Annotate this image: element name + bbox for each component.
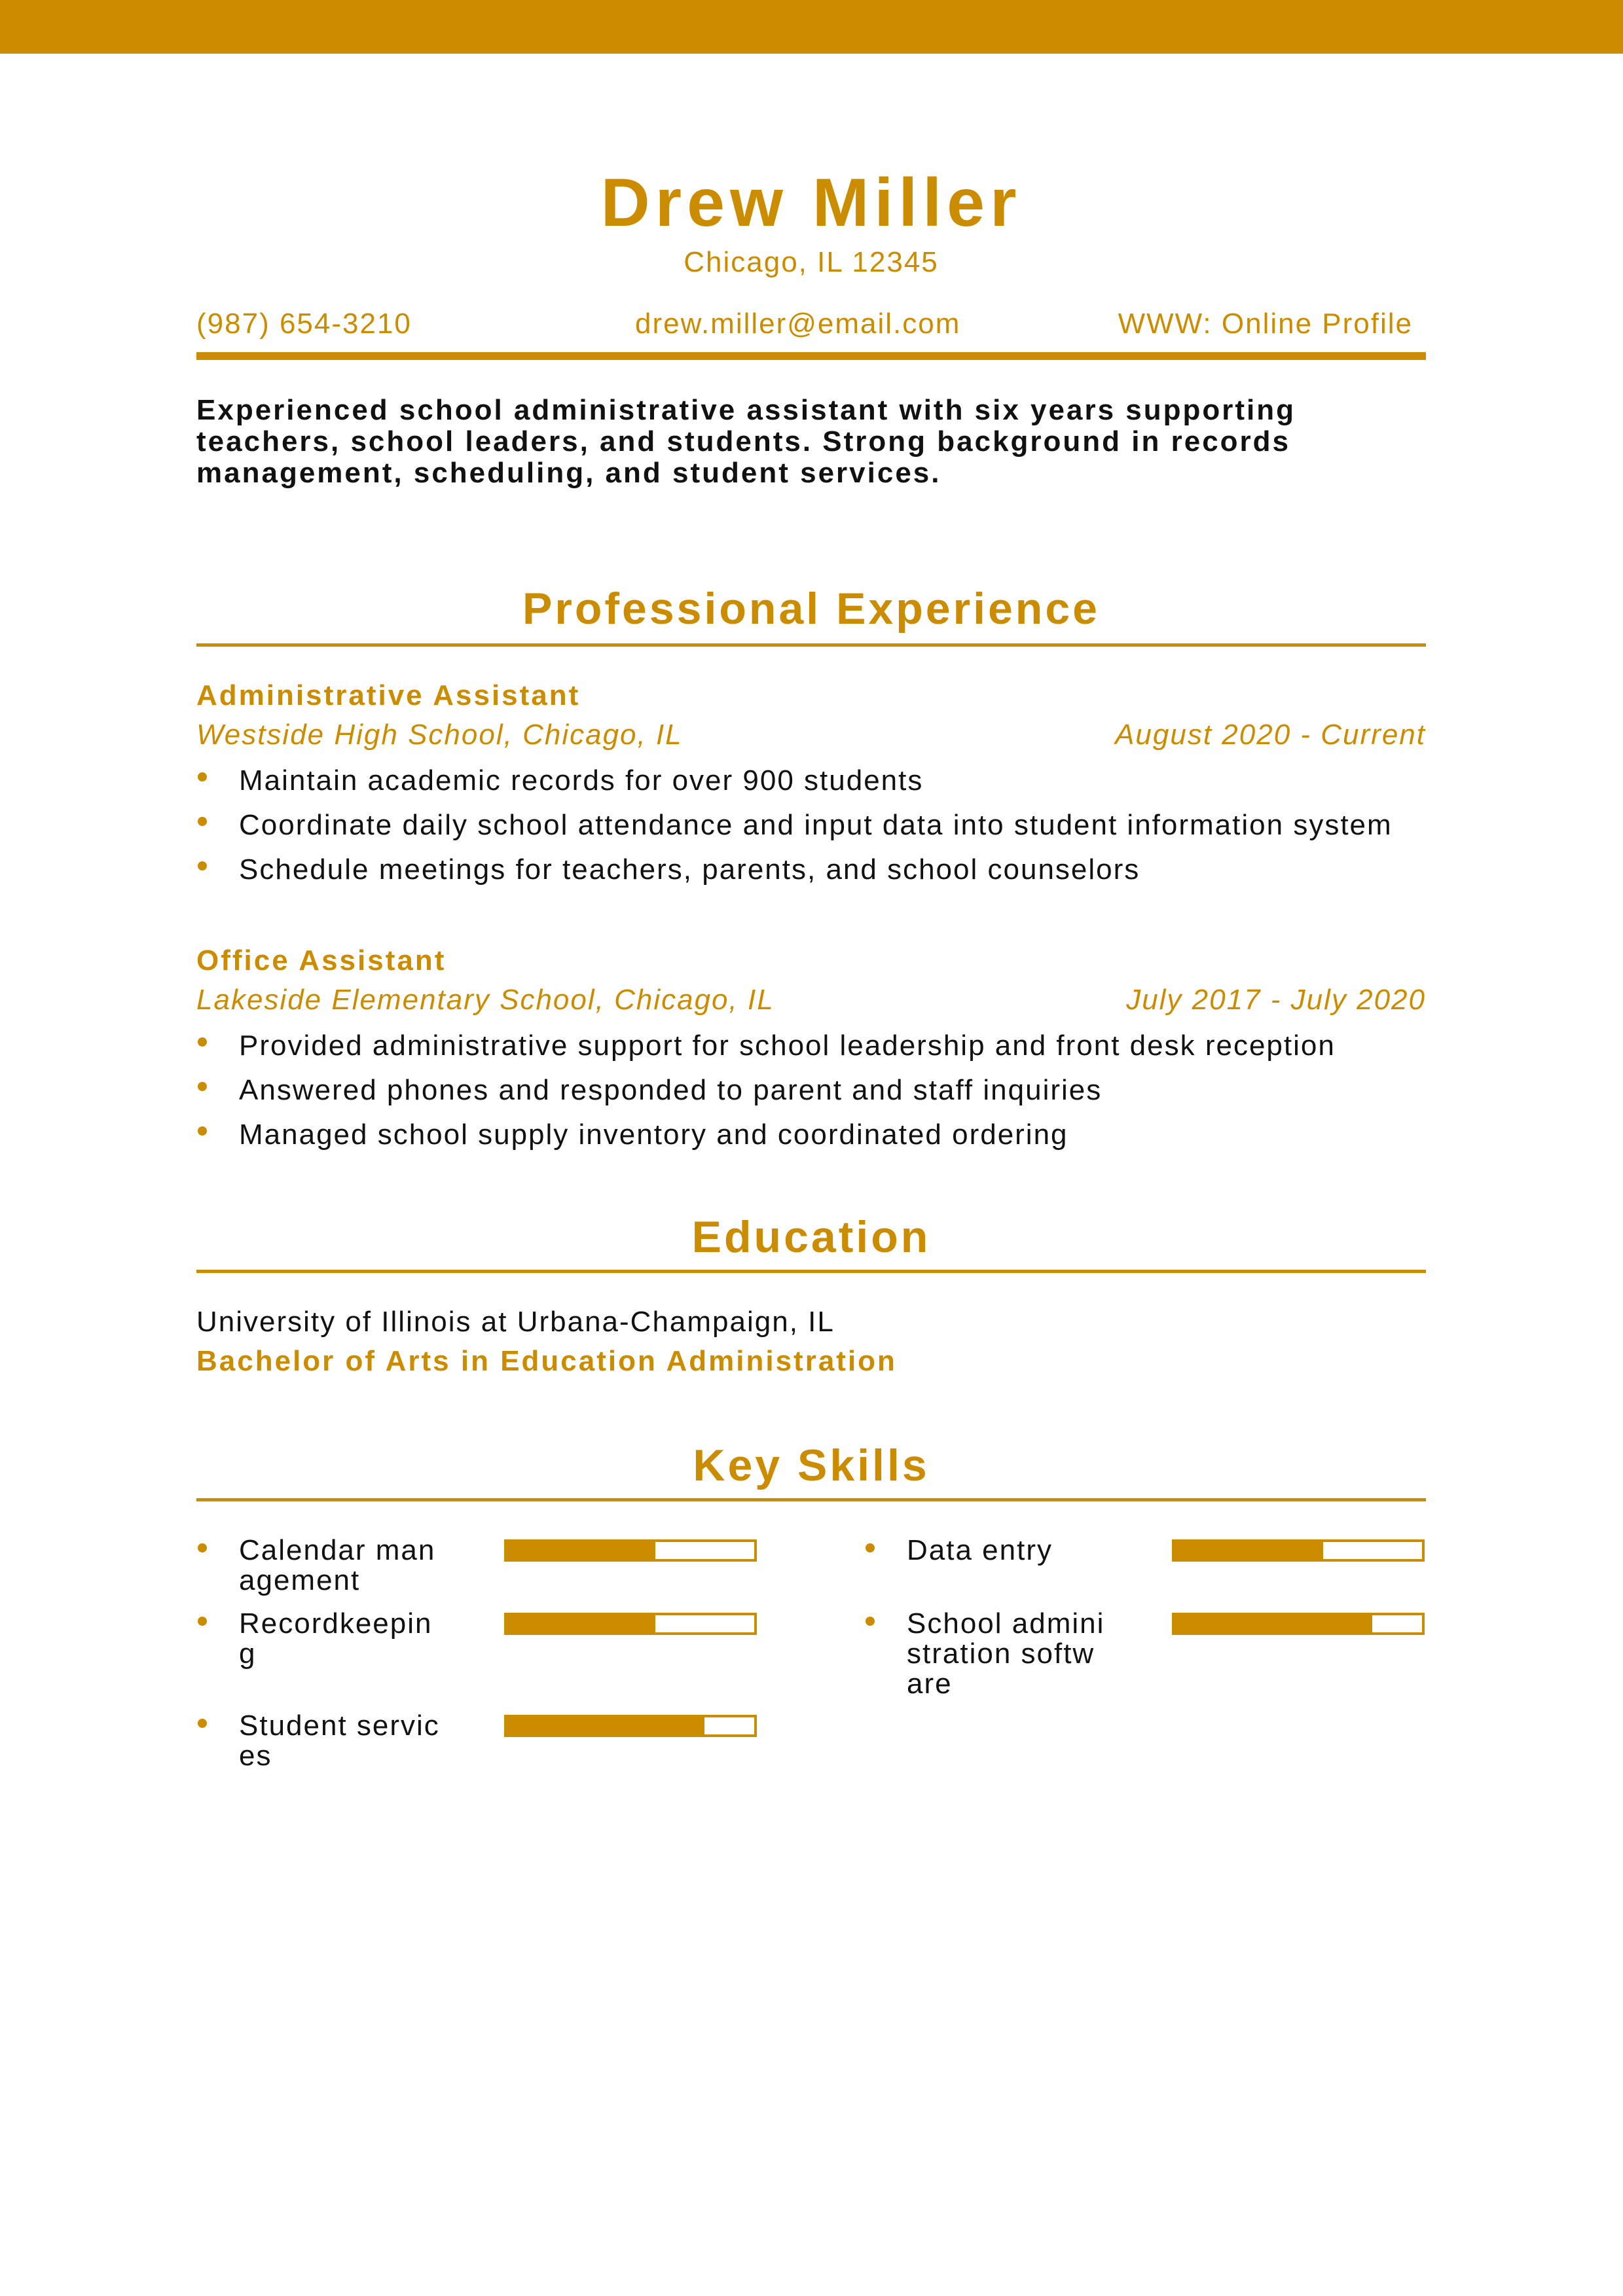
list-item: Answered phones and responded to parent and staff inquiries: [196, 1075, 1426, 1105]
education-divider: [196, 1270, 1426, 1273]
job-duties-list: [196, 1031, 1426, 1164]
job-organization: Westside High School, Chicago, IL: [196, 719, 683, 751]
skill-label: Recordkeeping: [239, 1607, 433, 1670]
bullet-icon: [198, 1719, 207, 1728]
skill-level-fill: [507, 1615, 655, 1632]
bullet-icon: [866, 1617, 875, 1626]
bullet-icon: [198, 1126, 207, 1136]
list-item: Managed school supply inventory and coordinated ordering: [196, 1120, 1426, 1150]
job-dates: July 2017 - July 2020: [1126, 984, 1426, 1016]
bullet-icon: [198, 1037, 207, 1047]
bullet-icon: [866, 1543, 875, 1552]
skill-level-fill: [507, 1542, 655, 1559]
list-item: Maintain academic records for over 900 students: [196, 766, 1426, 796]
bullet-icon: [198, 1617, 207, 1626]
skill-level-fill: [507, 1717, 704, 1734]
skill-level-fill: [1175, 1615, 1372, 1632]
candidate-location: Chicago, IL 12345: [684, 246, 939, 278]
skill-label: Data entry: [907, 1534, 1053, 1566]
skills-divider: [196, 1498, 1426, 1501]
job-title: Administrative Assistant: [196, 679, 581, 711]
professional-summary: Experienced school administrative assistant with six years supporting teachers, school leaders, and students. Strong background in records management, scheduling, and student services.: [196, 394, 1296, 489]
list-item: Provided administrative support for school leadership and front desk reception: [196, 1031, 1426, 1061]
bullet-icon: [198, 817, 207, 826]
top-accent-bar: [0, 0, 1623, 54]
education-degree: Bachelor of Arts in Education Administration: [196, 1345, 897, 1377]
bullet-icon: [198, 772, 207, 781]
experience-divider: [196, 643, 1426, 647]
bullet-icon: [198, 1543, 207, 1552]
email-address[interactable]: drew.miller@email.com: [635, 308, 961, 340]
online-profile-link[interactable]: WWW: Online Profile: [1118, 308, 1413, 340]
skill-level-bar: [504, 1539, 757, 1562]
skill-label: School administration software: [907, 1607, 1105, 1700]
job-title: Office Assistant: [196, 944, 447, 977]
bullet-icon: [198, 1082, 207, 1091]
experience-heading: Professional Experience: [522, 584, 1100, 634]
job-dates: August 2020 - Current: [1115, 719, 1426, 751]
skill-label: Calendar management: [239, 1534, 436, 1596]
skills-heading: Key Skills: [693, 1441, 930, 1490]
bullet-icon: [198, 861, 207, 870]
education-heading: Education: [691, 1212, 931, 1262]
list-item: Schedule meetings for teachers, parents, and school counselors: [196, 855, 1426, 885]
skill-level-fill: [1175, 1542, 1323, 1559]
skill-level-bar: [504, 1715, 757, 1737]
skill-level-bar: [1172, 1539, 1425, 1562]
skill-level-bar: [504, 1613, 757, 1635]
list-item: Coordinate daily school attendance and input data into student information system: [196, 810, 1426, 840]
job-duties-list: [196, 766, 1426, 899]
phone-number[interactable]: (987) 654-3210: [196, 308, 412, 340]
candidate-name: Drew Miller: [600, 165, 1022, 241]
skill-label: Student services: [239, 1710, 440, 1772]
skill-level-bar: [1172, 1613, 1425, 1635]
header-divider: [196, 352, 1426, 360]
education-school: University of Illinois at Urbana-Champaign, IL: [196, 1306, 835, 1338]
job-organization: Lakeside Elementary School, Chicago, IL: [196, 984, 775, 1016]
